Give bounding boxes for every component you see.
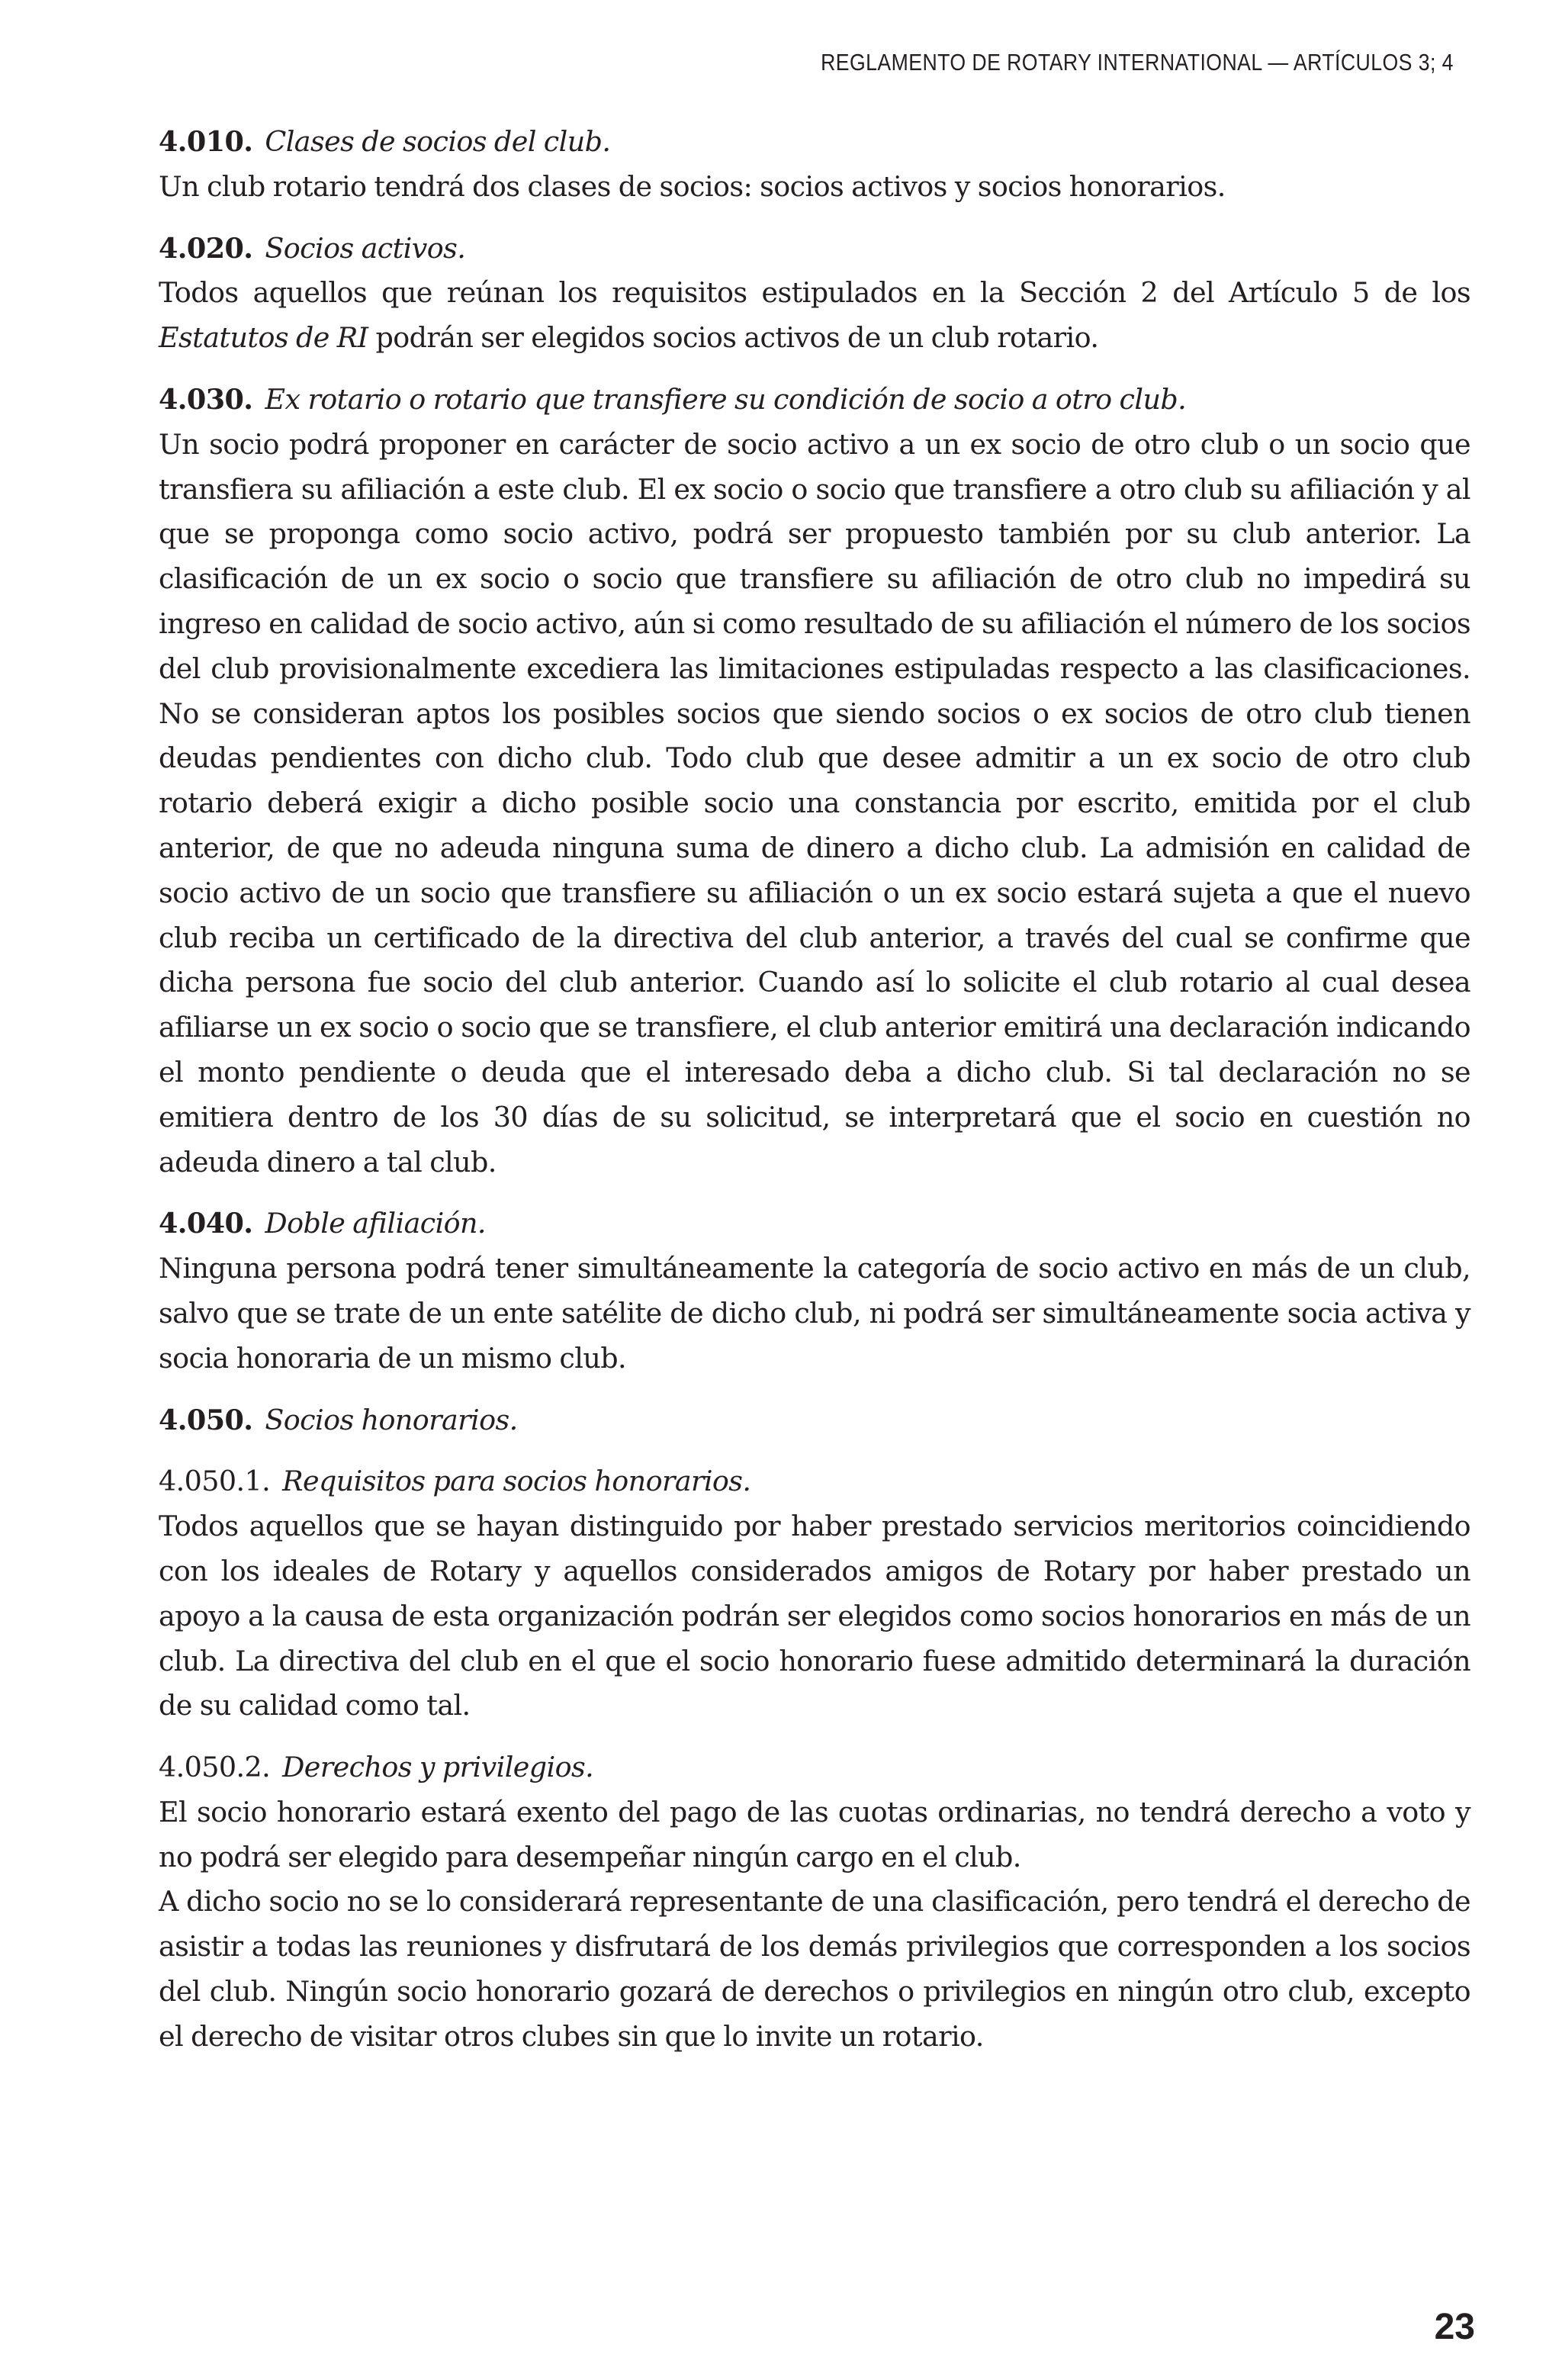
section-paragraph: A dicho socio no se lo considerará representante de una clasificación, pero tendrá el derecho de asistir a todas las reuniones y disfrutará de los demás privilegios que corresponden a los socios del club. Ningún socio honorario gozará de derechos o privilegios en ningún otro club, excepto el derecho de visitar otros clubes sin que lo invite un rotario. bbox=[159, 1885, 1470, 2053]
subsection-number: 4.050.2. bbox=[159, 1751, 271, 1784]
statutes-reference: Estatutos de RI bbox=[159, 321, 368, 355]
document-body bbox=[159, 120, 1470, 2076]
subsection-4-050-2 bbox=[159, 1745, 1470, 2060]
section-title: Doble afiliación. bbox=[265, 1207, 486, 1240]
section-title: Clases de socios del club. bbox=[265, 125, 611, 158]
subsection-title: Derechos y privilegios. bbox=[282, 1751, 594, 1784]
section-heading bbox=[159, 1201, 1470, 1246]
section-number: 4.020. bbox=[159, 231, 253, 265]
section-number: 4.050. bbox=[159, 1403, 253, 1436]
section-number: 4.010. bbox=[159, 125, 253, 158]
paragraph-text: podrán ser elegidos socios activos de un club rotario. bbox=[368, 321, 1099, 355]
subsection-4-050-1 bbox=[159, 1459, 1470, 1729]
paragraph-text: Todos aquellos que reúnan los requisitos estipulados en la Sección 2 del Artículo 5 de los bbox=[159, 276, 1470, 310]
subsection-heading bbox=[159, 1459, 1470, 1504]
subsection-title: Requisitos para socios honorarios. bbox=[282, 1465, 751, 1498]
section-4-010 bbox=[159, 120, 1470, 210]
section-paragraph: Todos aquellos que se hayan distinguido por haber prestado servicios meritorios coincidiendo con los ideales de Rotary y aquellos considerados amigos de Rotary por haber prestado un apoyo a la causa de esta organización podrán ser elegidos como socios honorarios en más de un club. La directiva del club en el que el socio honorario fuese admitido determinará la duración de su calidad como tal. bbox=[159, 1510, 1470, 1722]
section-title: Socios honorarios. bbox=[265, 1403, 518, 1436]
section-number: 4.030. bbox=[159, 382, 253, 416]
section-title: Ex rotario o rotario que transfiere su condición de socio a otro club. bbox=[265, 382, 1187, 416]
section-paragraph: El socio honorario estará exento del pago de las cuotas ordinarias, no tendrá derecho a voto y no podrá ser elegido para desempeñar ningún cargo en el club. bbox=[159, 1795, 1470, 1873]
page-number: 23 bbox=[1434, 2307, 1475, 2347]
section-paragraph bbox=[159, 271, 1470, 361]
section-4-050 bbox=[159, 1398, 1470, 1443]
section-4-020 bbox=[159, 227, 1470, 361]
subsection-number: 4.050.1. bbox=[159, 1465, 271, 1498]
subsection-heading bbox=[159, 1745, 1470, 1790]
section-paragraph: Un club rotario tendrá dos clases de socios: socios activos y socios honorarios. bbox=[159, 169, 1226, 203]
section-heading bbox=[159, 120, 1470, 165]
section-title: Socios activos. bbox=[265, 231, 466, 265]
section-number: 4.040. bbox=[159, 1207, 253, 1240]
running-header: REGLAMENTO DE ROTARY INTERNATIONAL — ARTÍCULOS 3; 4 bbox=[821, 49, 1454, 76]
section-4-040 bbox=[159, 1201, 1470, 1381]
section-heading bbox=[159, 1398, 1470, 1443]
section-heading bbox=[159, 227, 1470, 272]
section-paragraph: Ninguna persona podrá tener simultáneamente la categoría de socio activo en más de un club, salvo que se trate de un ente satélite de dicho club, ni podrá ser simultáneamente socia activa y socia honoraria de un mismo club. bbox=[159, 1252, 1470, 1375]
section-heading bbox=[159, 378, 1470, 423]
section-4-030 bbox=[159, 378, 1470, 1185]
section-paragraph: Un socio podrá proponer en carácter de socio activo a un ex socio de otro club o un socio que transfiera su afiliación a este club. El ex socio o socio que transfiere a otro club su afiliación y al que se proponga como socio activo, podrá ser propuesto también por su club anterior. La clasificación de un ex socio o socio que transfiere su afiliación de otro club no impedirá su ingreso en calidad de socio activo, aún si como resultado de su afiliación el número de los socios del club provisionalmente excediera las limitaciones estipuladas respecto a las clasificaciones. No se consideran aptos los posibles socios que siendo socios o ex socios de otro club tienen deudas pendientes con dicho club. Todo club que desee admitir a un ex socio de otro club rotario deberá exigir a dicho posible socio una constancia por escrito, emitida por el club anterior, de que no adeuda ninguna suma de dinero a dicho club. La admisión en calidad de socio activo de un socio que transfiere su afiliación o un ex socio estará sujeta a que el nuevo club reciba un certificado de la directiva del club anterior, a través del cual se confirme que dicha persona fue socio del club anterior. Cuando así lo solicite el club rotario al cual desea afiliarse un ex socio o socio que se transfiere, el club anterior emitirá una declaración indicando el monto pendiente o deuda que el interesado deba a dicho club. Si tal declaración no se emitiera dentro de los 30 días de su solicitud, se interpretará que el socio en cuestión no adeuda dinero a tal club. bbox=[159, 427, 1470, 1179]
